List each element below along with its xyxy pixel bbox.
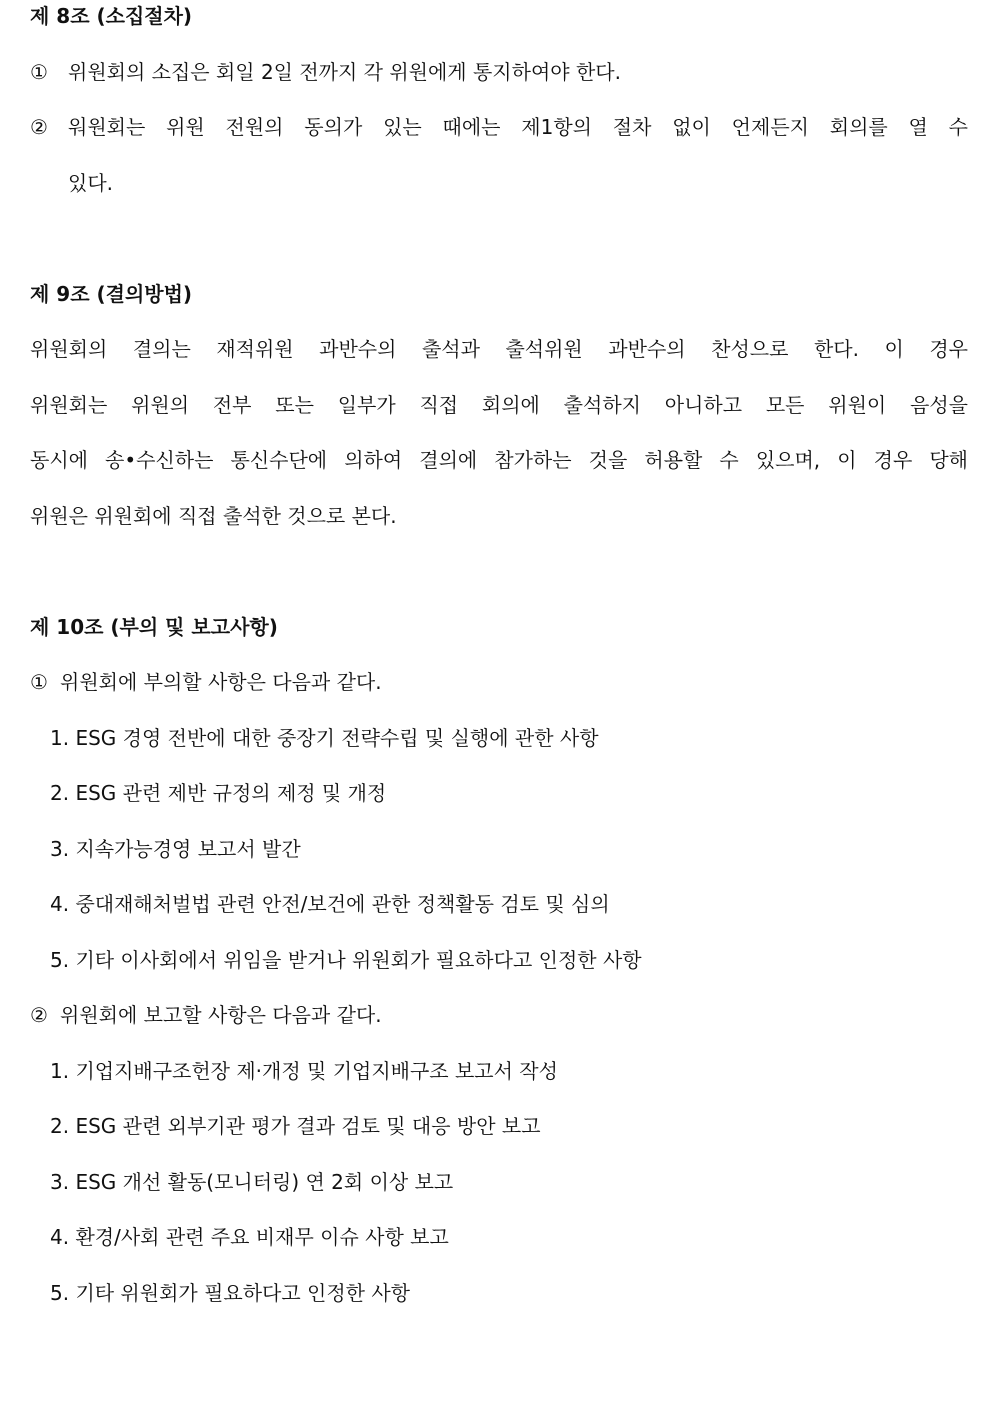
list-item: 1. ESG 경영 전반에 대한 중장기 전략수립 및 실행에 관한 사항 bbox=[50, 726, 599, 750]
paragraph-number: ② bbox=[30, 115, 48, 139]
paragraph-text: 위원회의 소집은 회일 2일 전까지 각 위원에게 통지하여야 한다. bbox=[68, 60, 621, 84]
article-8-paragraph-2-line-1 bbox=[30, 113, 968, 141]
paragraph-number: ① bbox=[30, 60, 48, 84]
article-10-paragraph-1 bbox=[30, 668, 382, 696]
list-item: 3. ESG 개선 활동(모니터링) 연 2회 이상 보고 bbox=[50, 1170, 454, 1194]
list-item: 5. 기타 위원회가 필요하다고 인정한 사항 bbox=[50, 1281, 410, 1305]
article-9-line-4: 위원은 위원회에 직접 출석한 것으로 본다. bbox=[30, 504, 397, 528]
article-9-line-1: 위원회의 결의는 재적위원 과반수의 출석과 출석위원 과반수의 찬성으로 한다. 이 경우 bbox=[30, 337, 968, 361]
list-item: 2. ESG 관련 제반 규정의 제정 및 개정 bbox=[50, 781, 387, 805]
article-10-heading: 제 10조 (부의 및 보고사항) bbox=[30, 615, 278, 639]
article-9-line-2: 위원회는 위원의 전부 또는 일부가 직접 회의에 출석하지 아니하고 모든 위원이 음성을 bbox=[30, 393, 968, 417]
article-8-paragraph-1 bbox=[30, 58, 621, 86]
list-item: 4. 중대재해처벌법 관련 안전/보건에 관한 정책활동 검토 및 심의 bbox=[50, 892, 610, 916]
list-item: 5. 기타 이사회에서 위임을 받거나 위원회가 필요하다고 인정한 사항 bbox=[50, 948, 642, 972]
paragraph-text: 위원회에 부의할 사항은 다음과 같다. bbox=[60, 670, 382, 694]
list-item: 3. 지속가능경영 보고서 발간 bbox=[50, 837, 301, 861]
paragraph-text: 위원회에 보고할 사항은 다음과 같다. bbox=[60, 1003, 382, 1027]
article-9-line-3: 동시에 송•수신하는 통신수단에 의하여 결의에 참가하는 것을 허용할 수 있으며, 이 경우 당해 bbox=[30, 448, 968, 472]
paragraph-number: ② bbox=[30, 1003, 48, 1027]
article-10-paragraph-2 bbox=[30, 1001, 382, 1029]
article-8-heading: 제 8조 (소집절차) bbox=[30, 4, 193, 28]
list-item: 2. ESG 관련 외부기관 평가 결과 검토 및 대응 방안 보고 bbox=[50, 1114, 541, 1138]
article-9-heading: 제 9조 (결의방법) bbox=[30, 282, 193, 306]
list-item: 4. 환경/사회 관련 주요 비재무 이슈 사항 보고 bbox=[50, 1225, 449, 1249]
list-item: 1. 기업지배구조헌장 제·개정 및 기업지배구조 보고서 작성 bbox=[50, 1059, 558, 1083]
article-8-paragraph-2-line-2: 있다. bbox=[68, 171, 113, 195]
paragraph-number: ① bbox=[30, 670, 48, 694]
paragraph-text: 워원회는 위원 전원의 동의가 있는 때에는 제1항의 절차 없이 언제든지 회의를 열 수 bbox=[68, 115, 968, 139]
